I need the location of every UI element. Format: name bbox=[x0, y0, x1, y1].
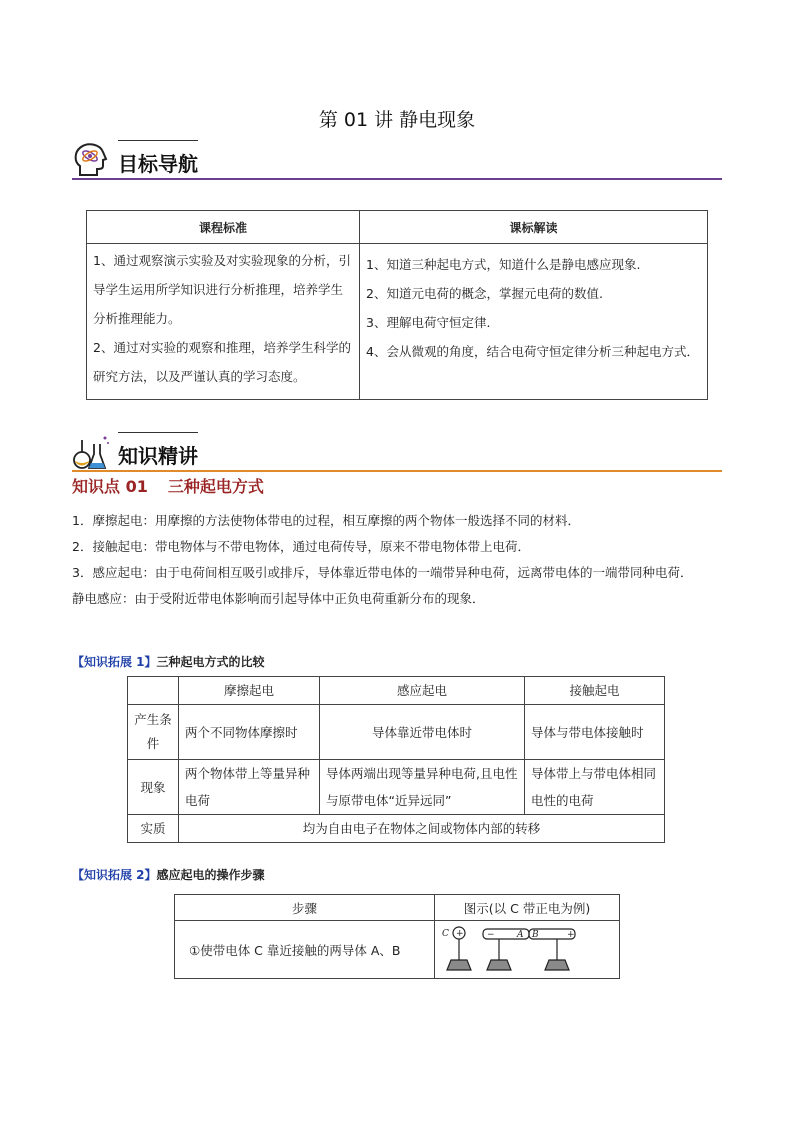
extension1-heading bbox=[72, 653, 265, 670]
comparison-table bbox=[127, 676, 665, 843]
comparison-cell: 两个不同物体摩擦时 bbox=[179, 705, 320, 760]
standards-right-cell bbox=[360, 244, 708, 400]
extension2-tag: 【知识拓展 2】 bbox=[72, 868, 157, 882]
extension2-title: 感应起电的操作步骤 bbox=[156, 868, 265, 882]
lab-flask-icon bbox=[72, 434, 112, 472]
comparison-row-label: 实质 bbox=[128, 815, 179, 843]
comparison-cell: 导体带上与带电体相同电性的电荷 bbox=[525, 760, 665, 815]
standards-left-item: 2、通过对实验的观察和推理，培养学生科学的研究方法，以及严谨认真的学习态度。 bbox=[93, 340, 351, 384]
section-header-goals bbox=[72, 140, 722, 180]
section-header-knowledge bbox=[72, 432, 722, 472]
knowledge-point-number: 知识点 01 bbox=[72, 477, 148, 496]
induction-diagram bbox=[441, 924, 613, 972]
step-text: ①使带电体 C 靠近接触的两导体 A、B bbox=[175, 921, 435, 979]
head-atom-icon bbox=[72, 142, 112, 180]
knowledge-item: 3．感应起电：由于电荷间相互吸引或排斥，导体靠近带电体的一端带异种电荷，远离带电体的一端带同种电荷． bbox=[72, 565, 693, 580]
knowledge-list bbox=[72, 508, 724, 612]
standards-header-right: 课标解读 bbox=[360, 211, 708, 244]
extension2-heading bbox=[72, 866, 265, 883]
comparison-cell: 导体靠近带电体时 bbox=[320, 705, 525, 760]
steps-header: 图示(以 C 带正电为例) bbox=[435, 895, 620, 921]
comparison-essence-cell: 均为自由电子在物体之间或物体内部的转移 bbox=[179, 815, 665, 843]
standards-right-item: 1、知道三种起电方式，知道什么是静电感应现象. bbox=[366, 257, 641, 272]
standards-left-cell bbox=[87, 244, 360, 400]
standards-left-item: 1、通过观察演示实验及对实验现象的分析，引导学生运用所学知识进行分析推理，培养学生分析推理能力。 bbox=[93, 253, 351, 326]
knowledge-item: 静电感应：由于受附近带电体影响而引起导体中正负电荷重新分布的现象． bbox=[72, 591, 485, 606]
knowledge-item: 2．接触起电：带电物体与不带电物体，通过电荷传导，原来不带电物体带上电荷． bbox=[72, 539, 530, 554]
steps-header: 步骤 bbox=[175, 895, 435, 921]
standards-right-item: 4、会从微观的角度，结合电荷守恒定律分析三种起电方式． bbox=[366, 344, 699, 359]
knowledge-point-title bbox=[72, 474, 264, 497]
comparison-header: 接触起电 bbox=[525, 677, 665, 705]
steps-table bbox=[174, 894, 620, 979]
charge-minus: − bbox=[487, 930, 495, 940]
extension1-tag: 【知识拓展 1】 bbox=[72, 655, 157, 669]
comparison-cell: 两个物体带上等量异种电荷 bbox=[179, 760, 320, 815]
charge-plus: + bbox=[456, 929, 464, 939]
comparison-header: 摩擦起电 bbox=[179, 677, 320, 705]
standards-right-item: 2、知道元电荷的概念，掌握元电荷的数值. bbox=[366, 286, 603, 301]
charge-plus: + bbox=[567, 930, 575, 940]
section-title-goals: 目标导航 bbox=[118, 152, 198, 176]
step-figure-cell bbox=[435, 921, 620, 979]
comparison-row-label: 现象 bbox=[128, 760, 179, 815]
knowledge-item: 1．摩擦起电：用摩擦的方法使物体带电的过程，相互摩擦的两个物体一般选择不同的材料． bbox=[72, 513, 580, 528]
page-title: 第 01 讲 静电现象 bbox=[318, 109, 476, 131]
comparison-row-label: 产生条件 bbox=[128, 705, 179, 760]
comparison-header-corner bbox=[128, 677, 179, 705]
comparison-cell: 导体与带电体接触时 bbox=[525, 705, 665, 760]
standards-right-item: 3、理解电荷守恒定律. bbox=[366, 315, 491, 330]
label-a: A bbox=[517, 930, 524, 940]
knowledge-point-name: 三种起电方式 bbox=[167, 477, 264, 496]
label-c: C bbox=[442, 929, 449, 939]
extension1-title: 三种起电方式的比较 bbox=[156, 655, 265, 669]
section-title-knowledge: 知识精讲 bbox=[118, 444, 198, 468]
label-b: B bbox=[532, 930, 539, 940]
comparison-header: 感应起电 bbox=[320, 677, 525, 705]
comparison-cell: 导体两端出现等量异种电荷,且电性与原带电体“近异远同” bbox=[320, 760, 525, 815]
standards-header-left: 课程标准 bbox=[87, 211, 360, 244]
standards-table bbox=[86, 210, 708, 400]
